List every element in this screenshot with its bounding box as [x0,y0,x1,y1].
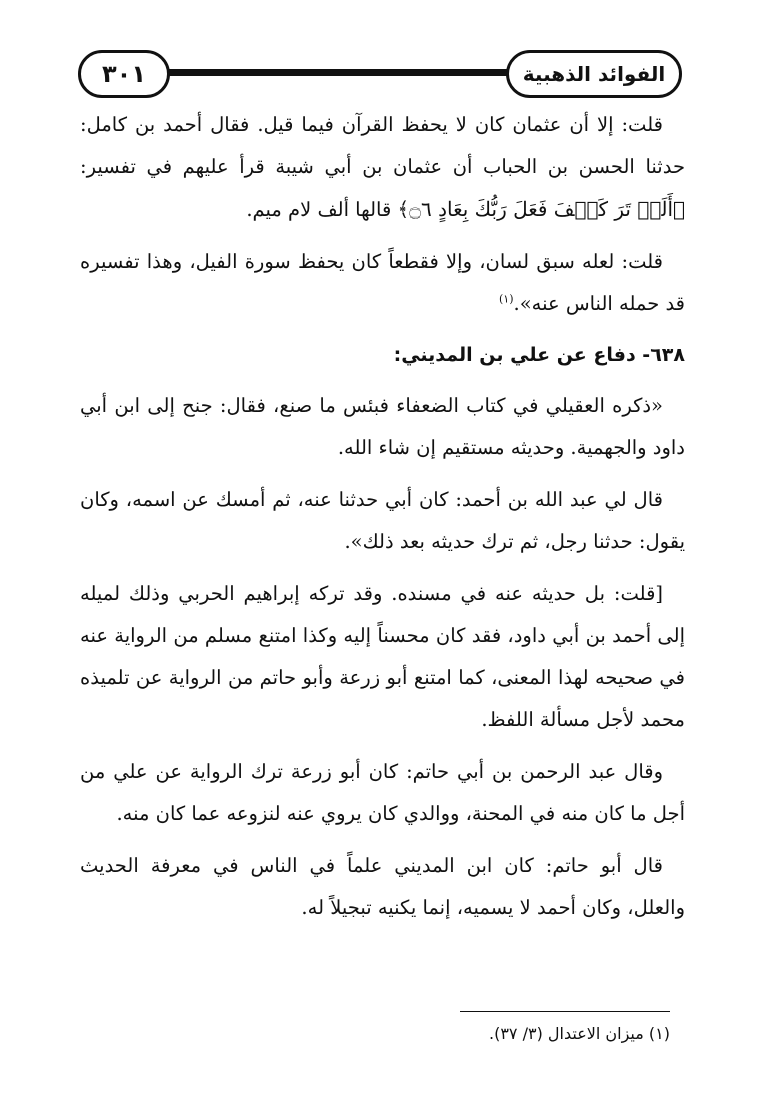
paragraph-7 [80,845,685,929]
section-heading: ٦٣٨- دفاع عن علي بن المديني: [393,344,685,366]
footnote-marker: (١) [499,292,514,306]
paragraph-1 [80,104,685,231]
paragraph-1-text: قلت: إلا أن عثمان كان لا يحفظ القرآن فيما قيل. فقال أحمد بن كامل: حدثنا الحسن بن الحباب أن عثمان بن أبي شيبة قرأ عليهم في تفسير: [80,113,685,178]
paragraph-2 [80,241,685,325]
paragraph-5-text: [قلت: بل حديثه عنه في مسنده. وقد تركه إبراهيم الحربي وذلك لميله إلى أحمد بن أبي داود، فقد كان محسناً إليه وكذا امتنع مسلم من الرواية عنه في صحيحه لهذا المعنى، كما امتنع أبو زرعة وأبو حاتم من الرواية عن تلميذه محمد لأجل مسألة اللفظ. [80,582,685,731]
page-number: ٣٠١ [78,50,170,98]
paragraph-5 [80,573,685,741]
paragraph-4-text: قال لي عبد الله بن أحمد: كان أبي حدثنا عنه، ثم أمسك عن اسمه، وكان يقول: حدثنا رجل، ثم ترك حديثه بعد ذلك». [80,488,685,553]
page-body [80,104,685,939]
quran-verse: ﴿أَلَمۡ تَرَ كَيۡفَ فَعَلَ رَبُّكَ بِعَادٍ ۝٦﴾ [397,197,685,221]
footnote-1: (١) ميزان الاعتدال (٣/ ٣٧). [488,1024,670,1043]
paragraph-3-text: «ذكره العقيلي في كتاب الضعفاء فبئس ما صنع، فقال: جنح إلى ابن أبي داود والجهمية. وحديثه مستقيم إن شاء الله. [80,394,685,459]
book-title: الفوائد الذهبية [506,50,682,98]
footnote-divider [460,1011,670,1012]
header-rule [128,69,532,76]
paragraph-1-end: قالها ألف لام ميم. [246,198,392,221]
paragraph-6-text: وقال عبد الرحمن بن أبي حاتم: كان أبو زرعة ترك الرواية عن علي من أجل ما كان منه في المحنة، ووالدي كان يروي عنه لنزوعه عما كان منه. [80,760,685,825]
paragraph-2-text: قلت: لعله سبق لسان، وإلا فقطعاً كان يحفظ سورة الفيل، وهذا تفسيره قد حمله الناس عنه». [80,250,685,315]
page-header [78,50,682,98]
paragraph-3 [80,385,685,469]
paragraph-6 [80,751,685,835]
paragraph-7-text: قال أبو حاتم: كان ابن المديني علماً في الناس في معرفة الحديث والعلل، وكان أحمد لا يسميه، إنما يكنيه تبجيلاً له. [80,854,685,919]
paragraph-4 [80,479,685,563]
